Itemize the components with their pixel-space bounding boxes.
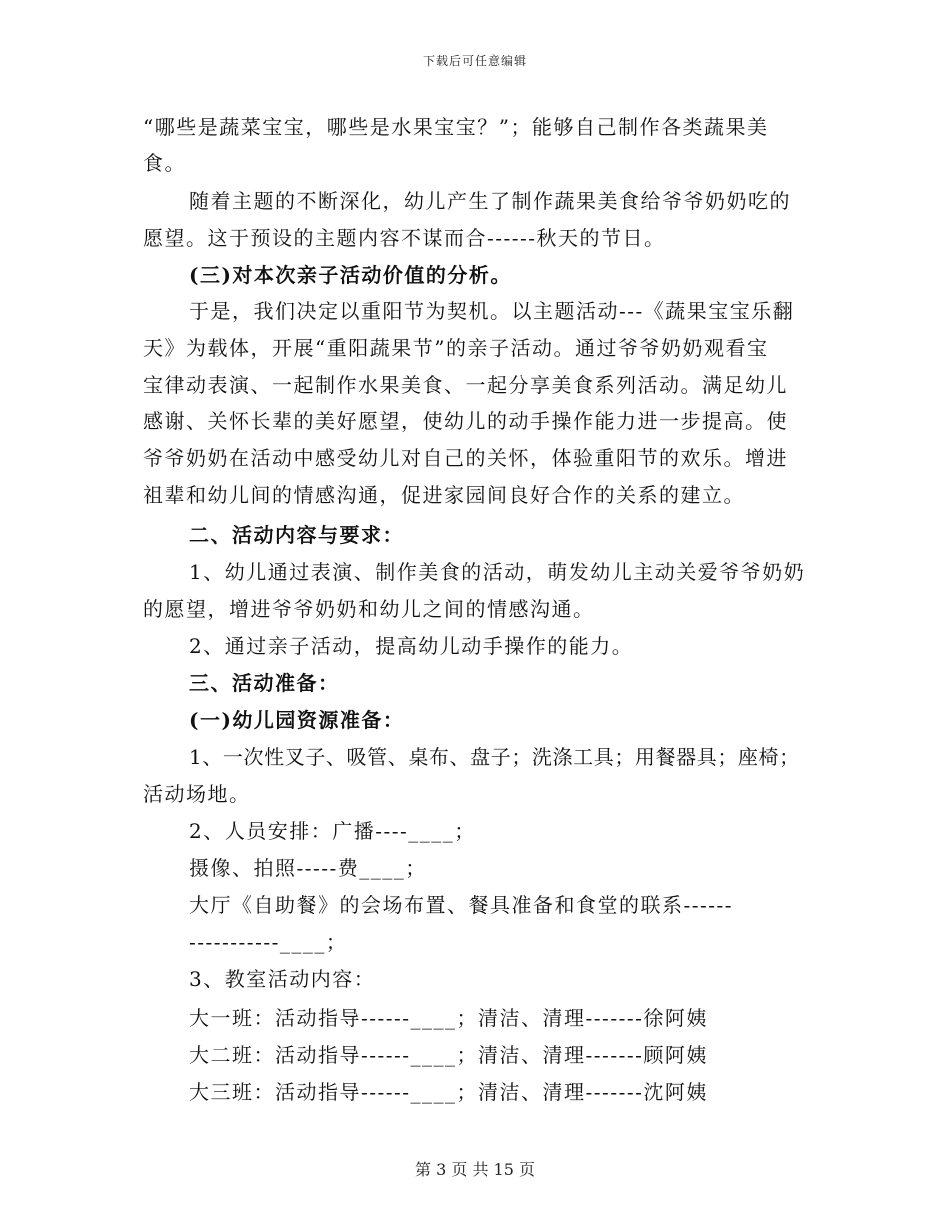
body-line: 2、通过亲子活动，提高幼儿动手操作的能力。	[189, 634, 634, 658]
section-heading: (一)幼儿园资源准备：	[189, 708, 405, 732]
body-line: 食。	[143, 151, 186, 175]
body-line: 爷爷奶奶在活动中感受幼儿对自己的关怀，体验重阳节的欢乐。增进	[143, 446, 788, 470]
body-line: 的愿望，增进爷爷奶奶和幼儿之间的情感沟通。	[143, 597, 595, 621]
body-line: 宝律动表演、一起制作水果美食、一起分享美食系列活动。满足幼儿	[143, 373, 788, 397]
page-header: 下载后可任意编辑	[422, 54, 527, 68]
body-line: 大厅《自助餐》的会场布置、餐具准备和食堂的联系------	[189, 893, 734, 917]
body-line: 活动场地。	[143, 782, 251, 806]
body-line: 1、一次性叉子、吸管、桌布、盘子；洗涤工具；用餐器具；座椅；	[189, 745, 800, 769]
body-line: 3、教室活动内容：	[189, 967, 376, 991]
body-line: 祖辈和幼儿间的情感沟通，促进家园间良好合作的关系的建立。	[143, 483, 745, 507]
body-line: 1、幼儿通过表演、制作美食的活动，萌发幼儿主动关爱爷爷奶奶	[189, 560, 806, 584]
body-line: 摄像、拍照-----费____；	[189, 856, 427, 880]
body-line: 于是，我们决定以重阳节为契机。以主题活动---《蔬果宝宝乐翻	[189, 299, 795, 323]
section-heading: 二、活动内容与要求：	[189, 523, 404, 547]
body-line: 大三班：活动指导------____；清洁、清理-------沈阿姨	[189, 1080, 708, 1104]
body-line: 随着主题的不断深化，幼儿产生了制作蔬果美食给爷爷奶奶吃的	[189, 189, 791, 213]
body-line: “哪些是蔬菜宝宝，哪些是水果宝宝？”；能够自己制作各类蔬果美	[143, 115, 769, 139]
body-line: 2、人员安排：广播----____；	[189, 819, 476, 843]
section-heading: 三、活动准备：	[189, 671, 340, 695]
body-line: 天》为载体，开展“重阳蔬果节”的亲子活动。通过爷爷奶奶观看宝	[143, 336, 769, 360]
body-line: -----------____；	[189, 930, 348, 954]
body-line: 愿望。这于预设的主题内容不谋而合------秋天的节日。	[143, 226, 666, 250]
body-line: 感谢、关怀长辈的美好愿望，使幼儿的动手操作能力进一步提高。使	[143, 409, 788, 433]
page-footer: 第 3 页 共 15 页	[415, 1160, 535, 1179]
body-line: 大二班：活动指导------____；清洁、清理-------顾阿姨	[189, 1043, 708, 1067]
body-line: 大一班：活动指导------____；清洁、清理-------徐阿姨	[189, 1006, 708, 1030]
section-heading: (三)对本次亲子活动价值的分析。	[189, 263, 512, 287]
